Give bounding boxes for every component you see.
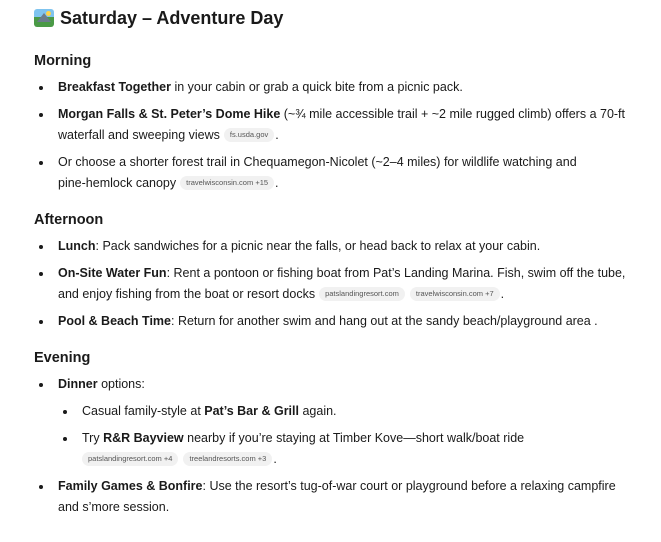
item-text: nearby if you’re staying at Timber Kove—short walk/boat ride — [183, 431, 525, 445]
item-bold: Lunch — [58, 239, 96, 253]
list-item — [34, 236, 634, 257]
mountain-landscape-icon — [34, 9, 54, 27]
list-item — [34, 374, 634, 470]
morning-section — [34, 50, 634, 194]
afternoon-list — [34, 236, 634, 332]
source-chip[interactable]: patslandingresort.com +4 — [82, 452, 178, 466]
list-item — [34, 263, 634, 305]
item-bold: Pat’s Bar & Grill — [204, 404, 299, 418]
list-item — [34, 152, 634, 194]
item-tail: . — [275, 128, 279, 142]
item-pre: Casual family‑style at — [82, 404, 205, 418]
source-chip[interactable]: treelandresorts.com +3 — [183, 452, 272, 466]
afternoon-heading: Afternoon — [34, 212, 104, 228]
item-text: options: — [97, 377, 145, 391]
item-bold: On‑Site Water Fun — [58, 266, 167, 280]
item-tail: . — [273, 452, 277, 466]
item-text: : Pack sandwiches for a picnic near the falls, or head back to relax at your cabin. — [95, 239, 541, 253]
item-bold: Family Games & Bonfire — [58, 479, 203, 493]
dinner-options-list — [58, 401, 634, 470]
source-chip[interactable]: fs.usda.gov — [224, 128, 274, 142]
item-pre: Try — [82, 431, 104, 445]
item-text: (~¾ mile accessible trail + ~2 mile rugged climb) offers a 70‑ft waterfall and sweeping views — [58, 107, 626, 142]
item-tail: . — [275, 176, 279, 190]
item-text: Or choose a shorter forest trail in Chequamegon‑Nicolet (~2–4 miles) for wildlife watching and pine‑hemlock canopy — [58, 155, 577, 190]
item-text: : Rent a pontoon or fishing boat from Pat’s Landing Marina. Fish, swim off the tube, and enjoy fishing from the boat or resort docks — [58, 266, 626, 301]
list-item — [34, 311, 634, 332]
item-text: : Return for another swim and hang out at the sandy beach/playground area . — [171, 314, 598, 328]
source-chip[interactable]: patslandingresort.com — [319, 287, 405, 301]
item-text: : Use the resort’s tug‑of‑war court or playground before a relaxing campfire and s’more session. — [58, 479, 616, 514]
morning-list — [34, 77, 634, 194]
list-item — [58, 401, 634, 422]
item-text: again. — [298, 404, 337, 418]
morning-heading: Morning — [34, 53, 92, 69]
list-item — [34, 104, 634, 146]
list-item — [34, 476, 634, 518]
source-chip[interactable]: travelwisconsin.com +7 — [410, 287, 500, 301]
item-bold: Morgan Falls & St. Peter’s Dome Hike — [58, 107, 281, 121]
list-item — [34, 77, 634, 98]
evening-list — [34, 374, 634, 518]
evening-heading: Evening — [34, 350, 91, 366]
item-tail: . — [500, 287, 505, 301]
item-bold: Dinner — [58, 377, 98, 391]
item-bold: R&R Bayview — [103, 431, 184, 445]
afternoon-section — [34, 209, 634, 332]
day-title — [34, 5, 634, 31]
day-title-text: Saturday – Adventure Day — [60, 8, 284, 28]
evening-section — [34, 347, 634, 518]
source-chip[interactable]: travelwisconsin.com +15 — [180, 176, 274, 190]
item-text: in your cabin or grab a quick bite from a picnic pack. — [171, 80, 463, 94]
list-item — [58, 428, 634, 470]
item-bold: Pool & Beach Time — [58, 314, 171, 328]
item-bold: Breakfast Together — [58, 80, 171, 94]
